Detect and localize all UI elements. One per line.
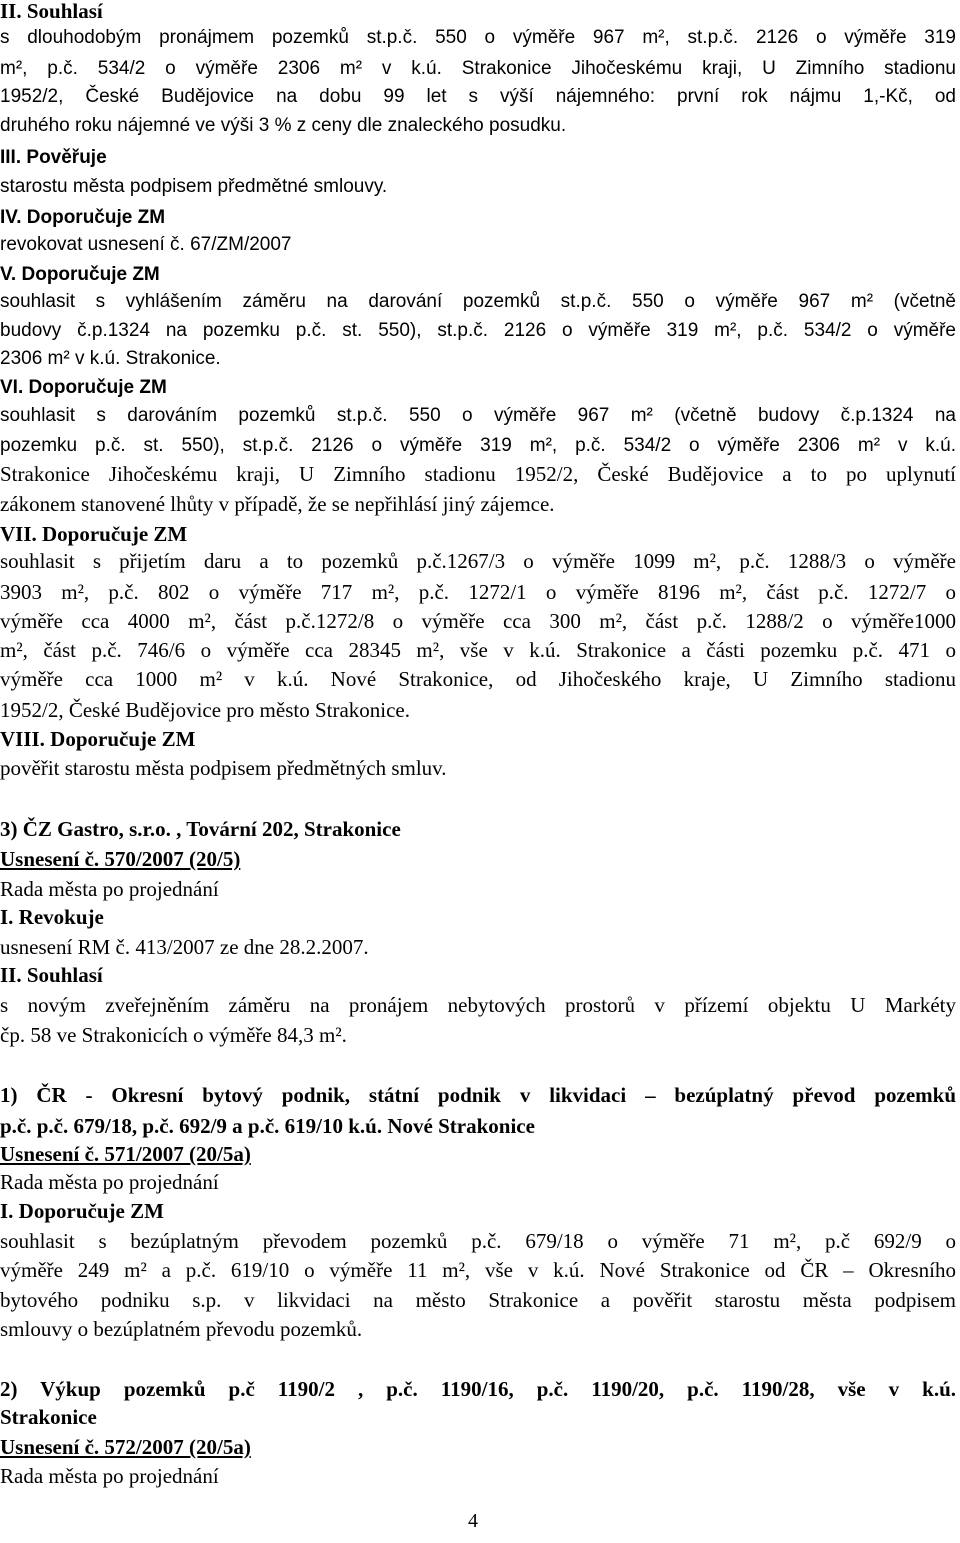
text-line: s dlouhodobým pronájmem pozemků st.p.č. 550 o výměře 967 m², st.p.č. 2126 o výměře 319 [0,27,956,48]
heading-i-doporucuje: I. Doporučuje ZM [0,1199,164,1223]
text-line: pověřit starostu města podpisem předmětných smluv. [0,756,447,780]
section-heading-cr-obp-cont: p.č. p.č. 679/18, p.č. 692/9 a p.č. 619/10 k.ú. Nové Strakonice [0,1114,535,1138]
text-line: zákonem stanovené lhůty v případě, že se nepřihlásí jiný zájemce. [0,492,555,516]
text-line: souhlasit s bezúplatným převodem pozemků p.č. 679/18 o výměře 71 m², p.č 692/9 o [0,1229,956,1253]
text-line: souhlasit s vyhlášením záměru na darování pozemků st.p.č. 550 o výměře 967 m² (včetně [0,291,956,312]
text-line: s novým zveřejněním záměru na pronájem nebytových prostorů v přízemí objektu U Markéty [0,993,956,1017]
resolution-number: Usnesení č. 572/2007 (20/5a) [0,1435,251,1459]
text-line: budovy č.p.1324 na pozemku p.č. st. 550), st.p.č. 2126 o výměře 319 m², p.č. 534/2 o výměře [0,320,956,341]
text-line: 3903 m², p.č. 802 o výměře 717 m², p.č. 1272/1 o výměře 8196 m², část p.č. 1272/7 o [0,580,956,604]
text-line: revokovat usnesení č. 67/ZM/2007 [0,234,292,255]
text-line: výměře cca 4000 m², část p.č.1272/8 o výměře cca 300 m², část p.č. 1288/2 o výměře1000 [0,609,956,633]
text-line: Rada města po projednání [0,877,219,901]
section-heading-vykup: 2) Výkup pozemků p.č 1190/2 , p.č. 1190/16, p.č. 1190/20, p.č. 1190/28, vše v k.ú. [0,1377,956,1401]
text-line: druhého roku nájemné ve výši 3 % z ceny dle znaleckého posudku. [0,115,567,136]
heading-iv-doporucuje: IV. Doporučuje ZM [0,207,166,228]
heading-ii-souhlasi: II. Souhlasí [0,0,103,23]
text-line: 2306 m² v k.ú. Strakonice. [0,348,221,369]
heading-i-revokuje: I. Revokuje [0,905,104,929]
text-line: výměře cca 1000 m² v k.ú. Nové Strakonice, od Jihočeského kraje, U Zimního stadionu [0,667,956,691]
heading-vi-doporucuje: VI. Doporučuje ZM [0,377,167,398]
text-line: pozemku p.č. st. 550), st.p.č. 2126 o výměře 319 m², p.č. 534/2 o výměře 2306 m² v k.ú. [0,435,956,456]
text-line: bytového podniku s.p. v likvidaci na město Strakonice a pověřit starostu města podpisem [0,1288,956,1312]
heading-iii-poveruje: III. Pověřuje [0,147,107,168]
section-heading-vykup-cont: Strakonice [0,1405,97,1429]
heading-v-doporucuje: V. Doporučuje ZM [0,264,160,285]
resolution-number: Usnesení č. 571/2007 (20/5a) [0,1142,251,1166]
page-number: 4 [468,1510,478,1532]
section-heading-cz-gastro: 3) ČZ Gastro, s.r.o. , Tovární 202, Strakonice [0,817,401,841]
text-line: čp. 58 ve Strakonicích o výměře 84,3 m². [0,1023,347,1047]
text-line: souhlasit s darováním pozemků st.p.č. 550 o výměře 967 m² (včetně budovy č.p.1324 na [0,405,956,426]
text-line: Strakonice Jihočeskému kraji, U Zimního stadionu 1952/2, České Budějovice a to po uplynutí [0,462,956,486]
text-line: 1952/2, České Budějovice na dobu 99 let s výší nájemného: první rok nájmu 1,-Kč, od [0,86,956,107]
text-line: výměře 249 m² a p.č. 619/10 o výměře 11 m², vše v k.ú. Nové Strakonice od ČR – Okresního [0,1258,956,1282]
heading-ii-souhlasi: II. Souhlasí [0,963,103,987]
resolution-number: Usnesení č. 570/2007 (20/5) [0,847,241,871]
heading-viii-doporucuje: VIII. Doporučuje ZM [0,727,196,751]
heading-vii-doporucuje: VII. Doporučuje ZM [0,522,188,546]
text-line: Rada města po projednání [0,1170,219,1194]
text-line: 1952/2, České Budějovice pro město Strakonice. [0,698,411,722]
text-line: m², p.č. 534/2 o výměře 2306 m² v k.ú. Strakonice Jihočeskému kraji, U Zimního stadionu [0,58,956,79]
text-line: Rada města po projednání [0,1464,219,1488]
text-line: souhlasit s přijetím daru a to pozemků p.č.1267/3 o výměře 1099 m², p.č. 1288/3 o výměře [0,549,956,573]
text-line: m², část p.č. 746/6 o výměře cca 28345 m², vše v k.ú. Strakonice a části pozemku p.č. 471 o [0,638,956,662]
text-line: smlouvy o bezúplatném převodu pozemků. [0,1317,363,1341]
text-line: usnesení RM č. 413/2007 ze dne 28.2.2007. [0,935,369,959]
text-line: starostu města podpisem předmětné smlouvy. [0,176,388,197]
section-heading-cr-obp: 1) ČR - Okresní bytový podnik, státní podnik v likvidaci – bezúplatný převod pozemků [0,1083,956,1107]
